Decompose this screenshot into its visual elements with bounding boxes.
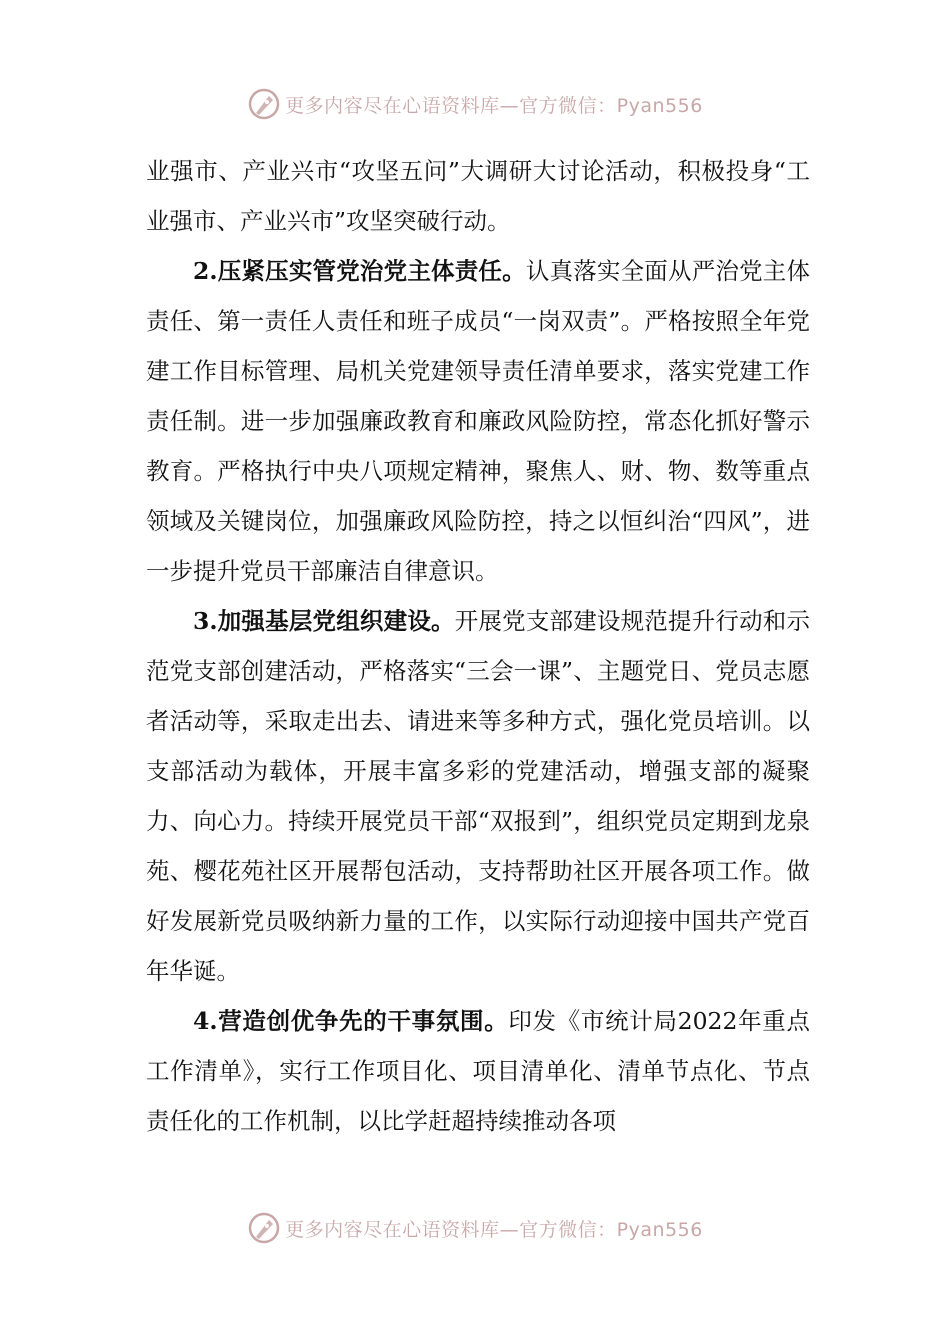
paragraph-3-text: 开展党支部建设规范提升行动和示范党支部创建活动，严格落实“三会一课”、主题党日、党员志愿者活动等，采取走出去、请进来等多种方式，强化党员培训。以支部活动为载体，开展丰富多彩的党建活动，增强支部的凝聚力、向心力。持续开展党员干部“双报到”，组织党员定期到龙泉苑、樱花苑社区开展帮包活动，支持帮助社区开展各项工作。做好发展新党员吸纳新力量的工作，以实际行动迎接中国共产党百年华诞。 [146, 607, 810, 985]
footer-banner-text: 更多内容尽在心语资料库—官方微信：Pyan556 [285, 1218, 703, 1241]
paragraph-2-text: 认真落实全面从严治党主体责任、第一责任人责任和班子成员“一岗双责”。严格按照全年党建工作目标管理、局机关党建领导责任清单要求，落实党建工作责任制。进一步加强廉政教育和廉政风险防控，常态化抓好警示教育。严格执行中央八项规定精神，聚焦人、财、物、数等重点领域及关键岗位，加强廉政风险防控，持之以恒纠治“四风”，进一步提升党员干部廉洁自律意识。 [146, 257, 810, 585]
paragraph-2-title: 2.压紧压实管党治党主体责任。 [193, 257, 526, 285]
pen-nib-logo-icon [247, 1211, 281, 1245]
paragraph-4-title: 4.营造创优争先的干事氛围。 [193, 1007, 509, 1035]
paragraph-4 [146, 996, 810, 1146]
header-banner-text: 更多内容尽在心语资料库—官方微信：Pyan556 [285, 94, 703, 117]
header-banner [0, 84, 950, 124]
paragraph-3-title: 3.加强基层党组织建设。 [193, 607, 455, 635]
footer-banner [0, 1208, 950, 1248]
paragraph-4-text: 印发《市统计局2022年重点工作清单》，实行工作项目化、项目清单化、清单节点化、节点责任化的工作机制，以比学赶超持续推动各项 [146, 1007, 810, 1135]
paragraph-3 [146, 596, 810, 996]
paragraph-1: 业强市、产业兴市“攻坚五问”大调研大讨论活动，积极投身“工业强市、产业兴市”攻坚突破行动。 [146, 157, 810, 235]
paragraph-2 [146, 246, 810, 596]
document-body [146, 146, 810, 1146]
pen-nib-logo-icon [247, 87, 281, 121]
